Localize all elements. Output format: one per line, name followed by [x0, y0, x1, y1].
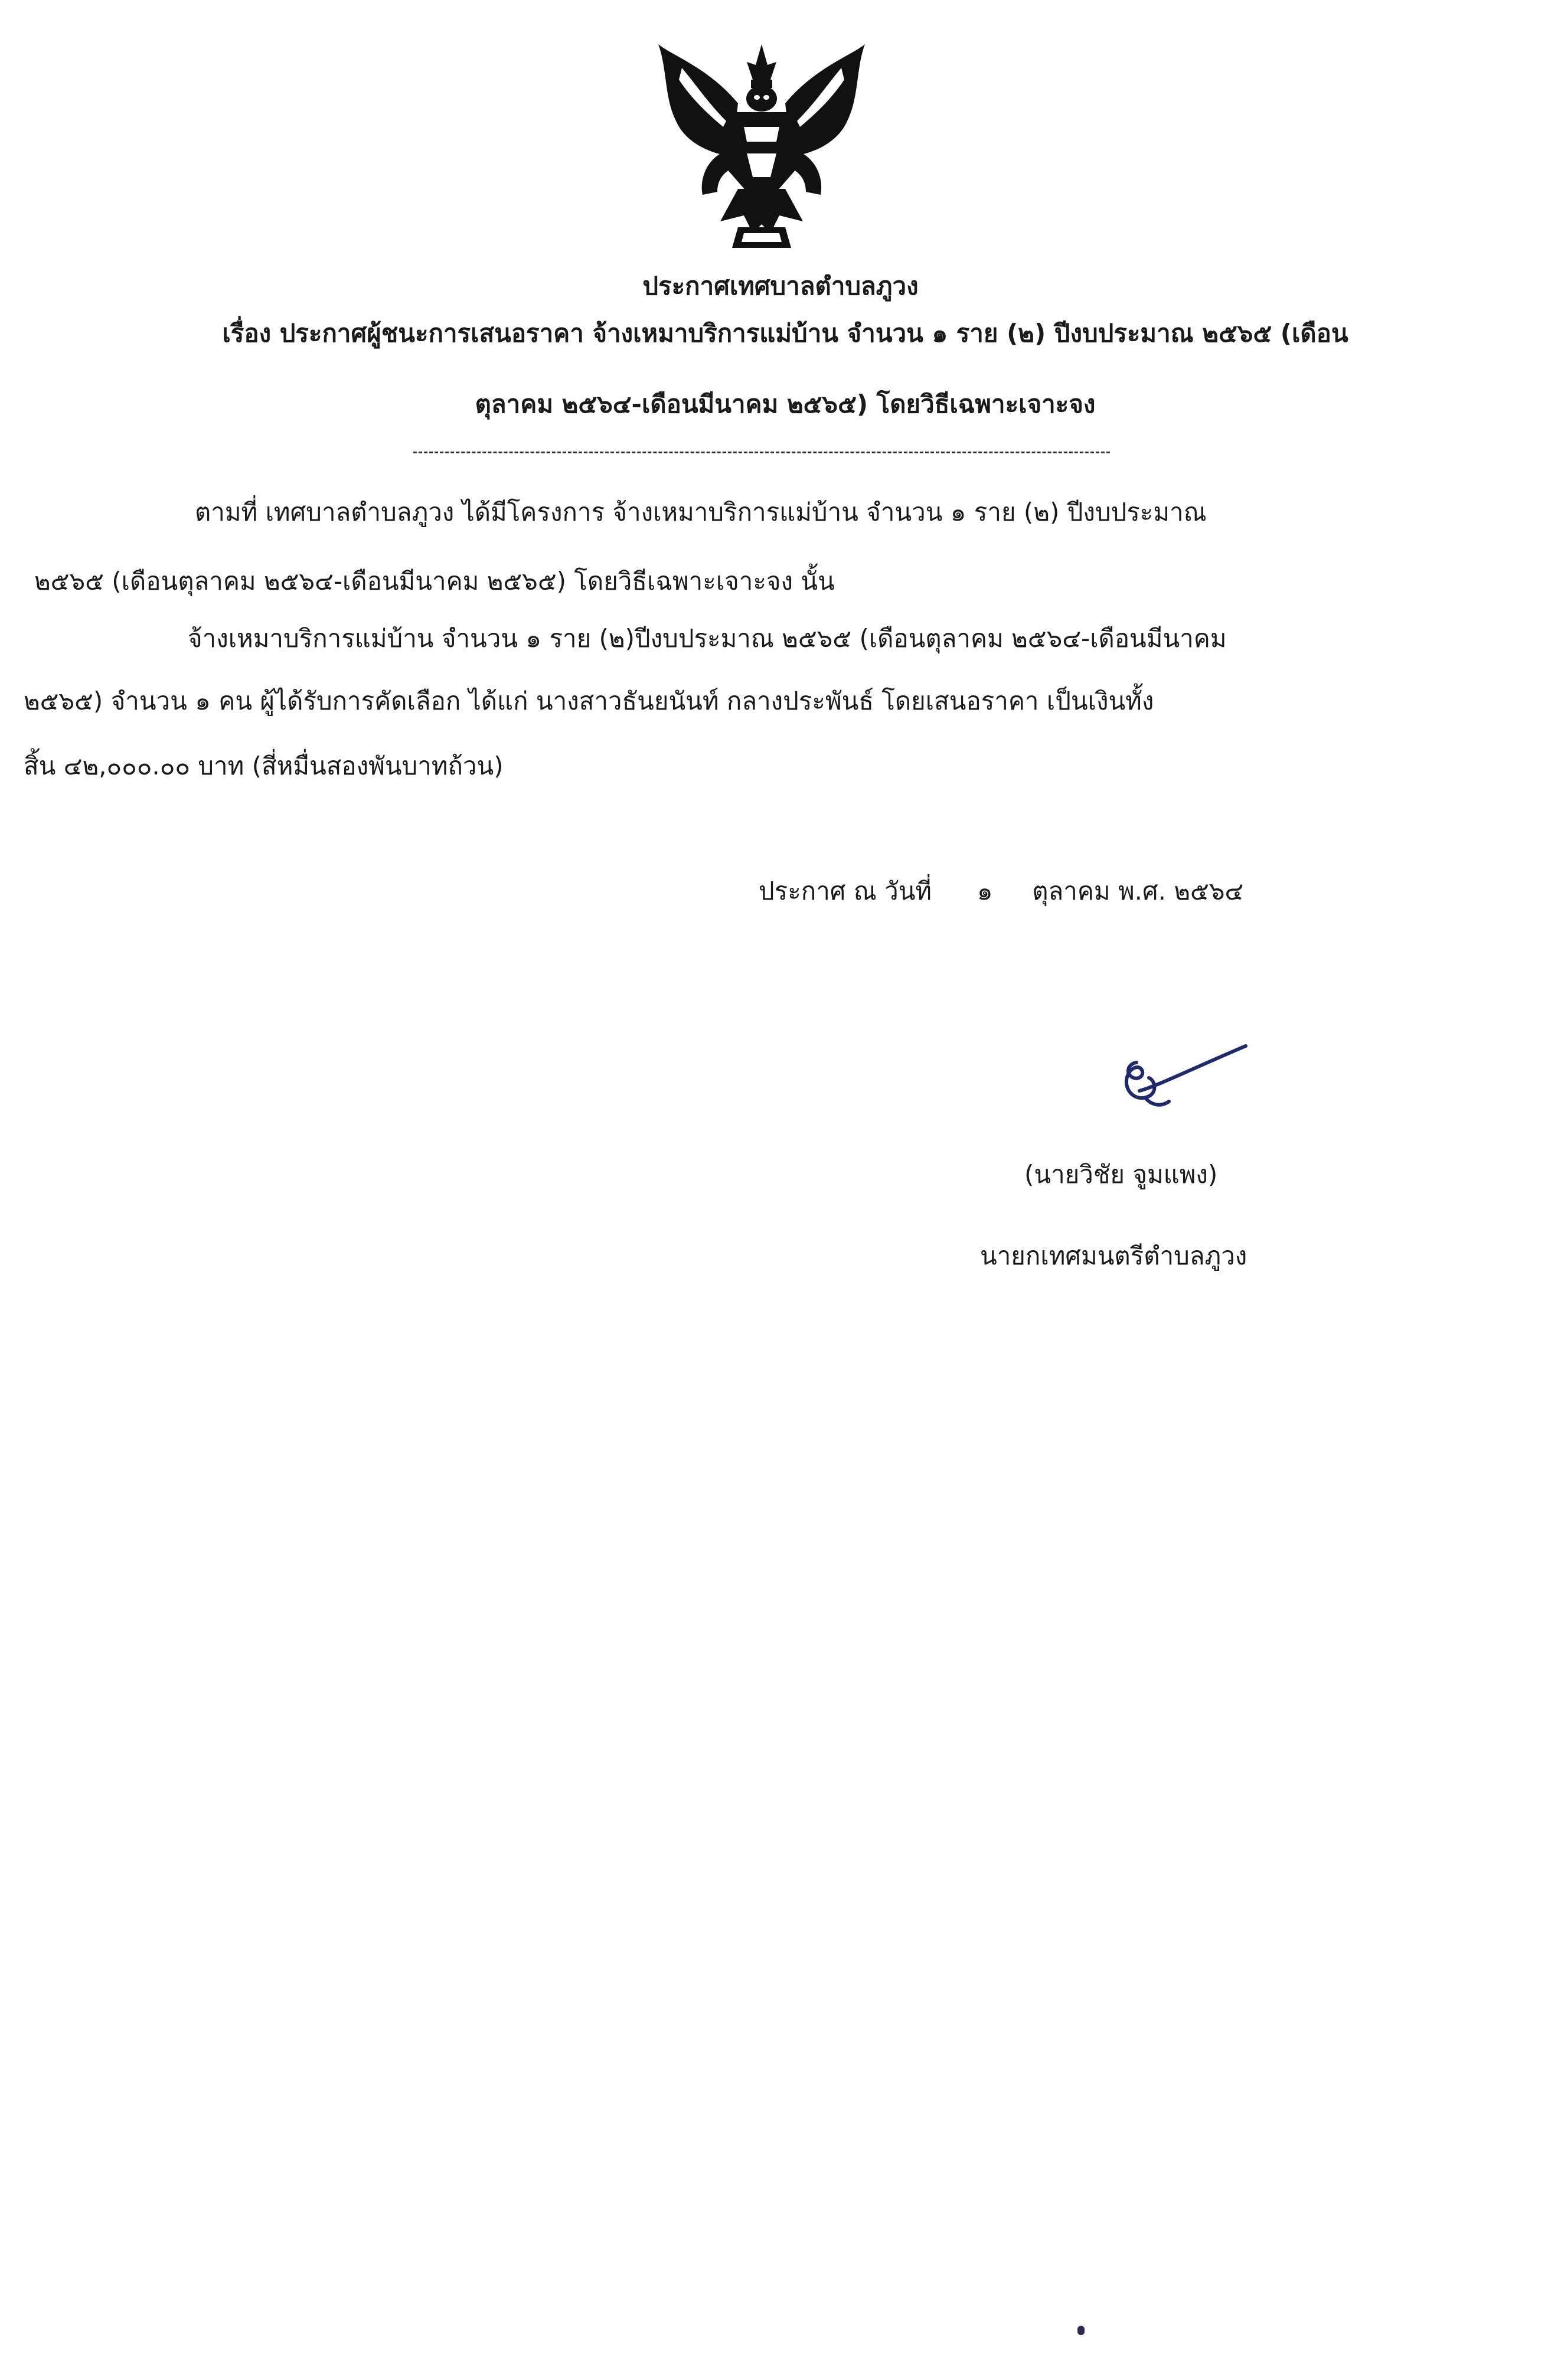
date-prefix: ประกาศ ณ วันที่	[759, 877, 932, 905]
date-line	[759, 874, 1243, 909]
paragraph-2-line-2: ๒๕๖๕) จำนวน ๑ คน ผู้ได้รับการคัดเลือก ได้แก่ นางสาวธันยนันท์ กลางประพันธ์ โดยเสนอราคา เป็นเงินทั้ง	[24, 686, 1154, 715]
paragraph-2-line-1: จ้างเหมาบริการแม่บ้าน จำนวน ๑ ราย (๒)ปีงบประมาณ ๒๕๖๕ (เดือนตุลาคม ๒๕๖๔-เดือนมีนาคม	[188, 624, 1227, 653]
garuda-emblem-icon	[649, 32, 874, 257]
subject-line-1: เรื่อง ประกาศผู้ชนะการเสนอราคา จ้างเหมาบริการแม่บ้าน จำนวน ๑ ราย (๒) ปีงบประมาณ ๒๕๖๕ (เดือน	[222, 319, 1348, 348]
paragraph-1-line-1: ตามที่ เทศบาลตำบลภูวง ได้มีโครงการ จ้างเหมาบริการแม่บ้าน จำนวน ๑ ราย (๒) ปีงบประมาณ	[195, 498, 1207, 527]
handwritten-signature	[1104, 1039, 1258, 1122]
subject-line-2: ตุลาคม ๒๕๖๔-เดือนมีนาคม ๒๕๖๕) โดยวิธีเฉพาะเจาะจง	[475, 390, 1096, 419]
signatory-name: (นายวิชัย จูมแพง)	[1024, 1160, 1218, 1189]
announcement-title: ประกาศเทศบาลตำบลภูวง	[642, 272, 919, 300]
paragraph-1-line-2: ๒๕๖๕ (เดือนตุลาคม ๒๕๖๔-เดือนมีนาคม ๒๕๖๕) โดยวิธีเฉพาะเจาะจง นั้น	[34, 567, 835, 596]
paragraph-2-line-3: สิ้น ๔๒,๐๐๐.๐๐ บาท (สี่หมื่นสองพันบาทถ้วน)	[24, 751, 504, 780]
divider	[413, 452, 1110, 453]
scan-speck	[1077, 2326, 1085, 2335]
date-day: ๑	[977, 877, 993, 905]
date-month-year: ตุลาคม พ.ศ. ๒๕๖๔	[1032, 877, 1244, 905]
signatory-position: นายกเทศมนตรีตำบลภูวง	[980, 1241, 1248, 1270]
